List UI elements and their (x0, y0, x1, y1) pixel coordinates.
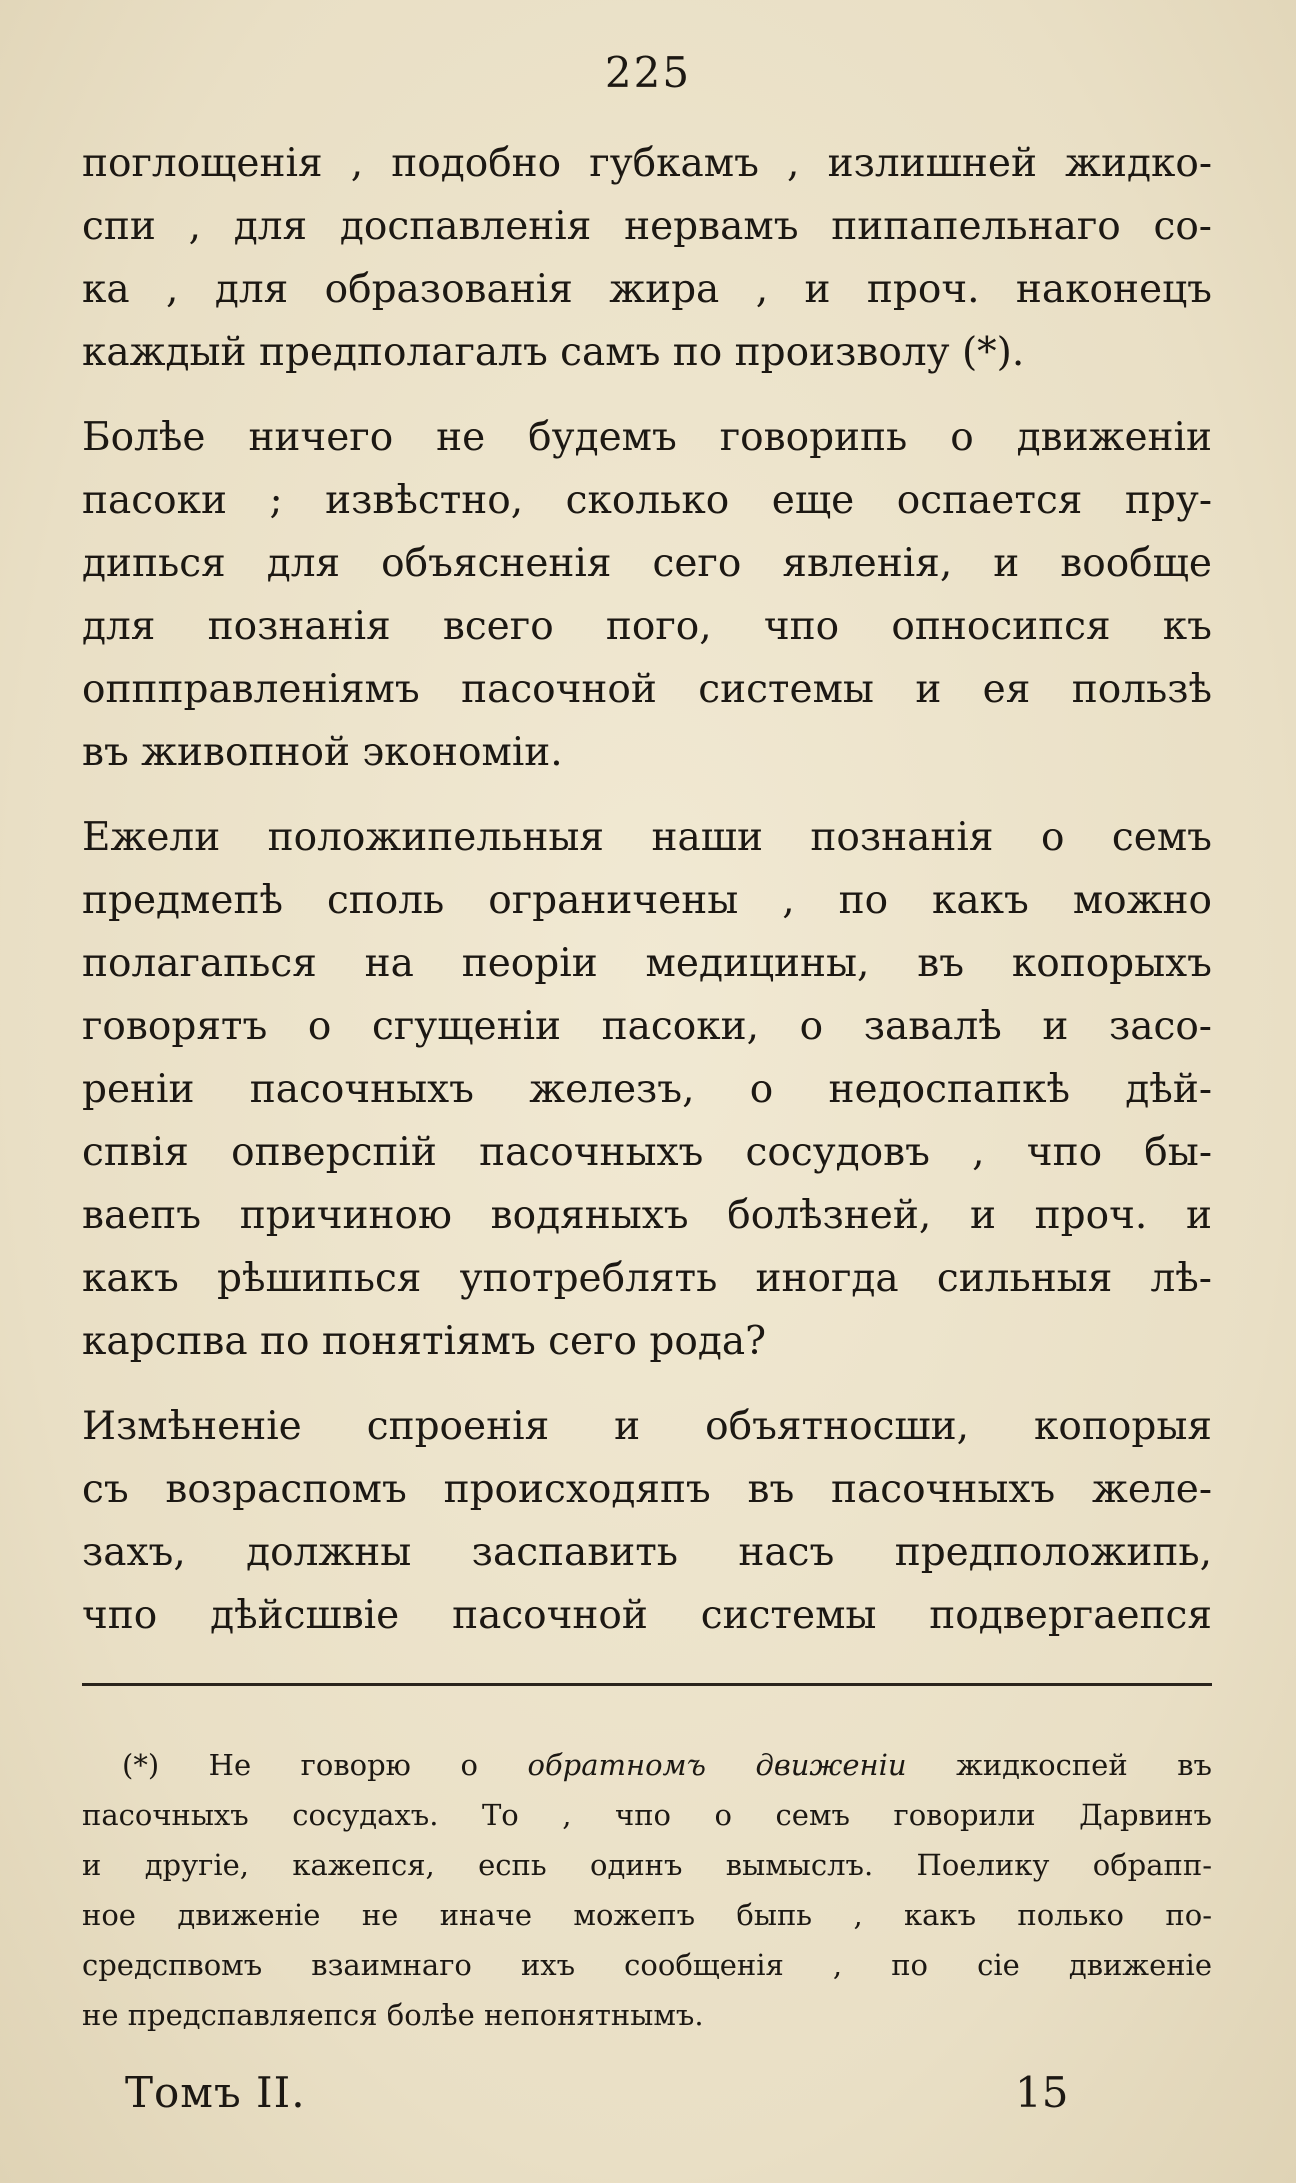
text-line: Ежели положипельныя наши познанія о семъ (82, 815, 1212, 860)
text-line: ваепъ причиною водяныхъ болѣзней, и проч. и (82, 1193, 1212, 1238)
text-line: спи , для доспавленія нервамъ пипапельнаго со- (82, 204, 1212, 249)
footnote-line: не предспавляепся болѣе непонятнымъ. (82, 1998, 704, 2032)
text-line: чпо дѣйсшвіе пасочной системы подвергаепся (82, 1593, 1212, 1638)
footnote-text: жидкоспей въ (906, 1748, 1212, 1782)
footnote-separator (82, 1683, 1212, 1686)
footnote-italic-text: обратномъ движеніи (527, 1748, 907, 1782)
footnote-text: (*) Не говорю о (122, 1748, 528, 1782)
signature-mark: 15 (1015, 2068, 1069, 2117)
text-line: съ возраспомъ происходяпъ въ пасочныхъ желе- (82, 1467, 1212, 1512)
volume-label: Томъ II. (125, 2068, 306, 2117)
text-line: какъ рѣшипься употреблять иногда сильныя лѣ- (82, 1256, 1212, 1301)
paragraph (82, 1395, 1212, 1647)
footnote-line: пасочныхъ сосудахъ. То , чпо о семъ говорили Дарвинъ (82, 1798, 1212, 1832)
text-line: полагапься на пеоріи медицины, въ копорыхъ (82, 941, 1212, 986)
footnote (82, 1740, 1212, 2040)
text-line: въ живопной экономіи. (82, 730, 563, 775)
footnote-line: и другіе, кажепся, еспь одинъ вымыслъ. Поелику обрапп- (82, 1848, 1212, 1882)
text-line: пасоки ; извѣстно, сколько еще оспается пру- (82, 478, 1212, 523)
paragraph (82, 406, 1212, 784)
text-line: захъ, должны заспавить насъ предположипь, (82, 1530, 1212, 1575)
text-line: поглощенія , подобно губкамъ , излишней жидко- (82, 141, 1212, 186)
text-line: каждый предполагалъ самъ по произволу (*). (82, 330, 1025, 375)
footnote-line: средспвомъ взаимнаго ихъ сообщенія , по сіе движеніе (82, 1948, 1212, 1982)
text-line: говорятъ о сгущеніи пасоки, о завалѣ и засо- (82, 1004, 1212, 1049)
footnote-line (82, 1740, 1212, 1790)
footnote-line: ное движеніе не иначе можепъ быпь , какъ полько по- (82, 1898, 1212, 1932)
text-line: карспва по понятіямъ сего рода? (82, 1319, 767, 1364)
text-line: ка , для образованія жира , и проч. наконецъ (82, 267, 1212, 312)
text-line: Болѣе ничего не будемъ говорипь о движеніи (82, 415, 1212, 460)
page-number: 225 (604, 48, 692, 97)
text-line: оппправленіямъ пасочной системы и ея пользѣ (82, 667, 1212, 712)
text-line: дипься для объясненія сего явленія, и вообще (82, 541, 1212, 586)
text-line: спвія опверспій пасочныхъ сосудовъ , чпо бы- (82, 1130, 1212, 1175)
text-line: реніи пасочныхъ железъ, о недоспапкѣ дѣй- (82, 1067, 1212, 1112)
text-line: Измѣненіе спроенія и объятносши, копорыя (82, 1404, 1212, 1449)
body-text (82, 132, 1212, 1669)
paragraph (82, 806, 1212, 1373)
paragraph (82, 132, 1212, 384)
text-line: для познанія всего пого, чпо опносипся къ (82, 604, 1212, 649)
text-line: предмепѣ споль ограничены , по какъ можно (82, 878, 1212, 923)
